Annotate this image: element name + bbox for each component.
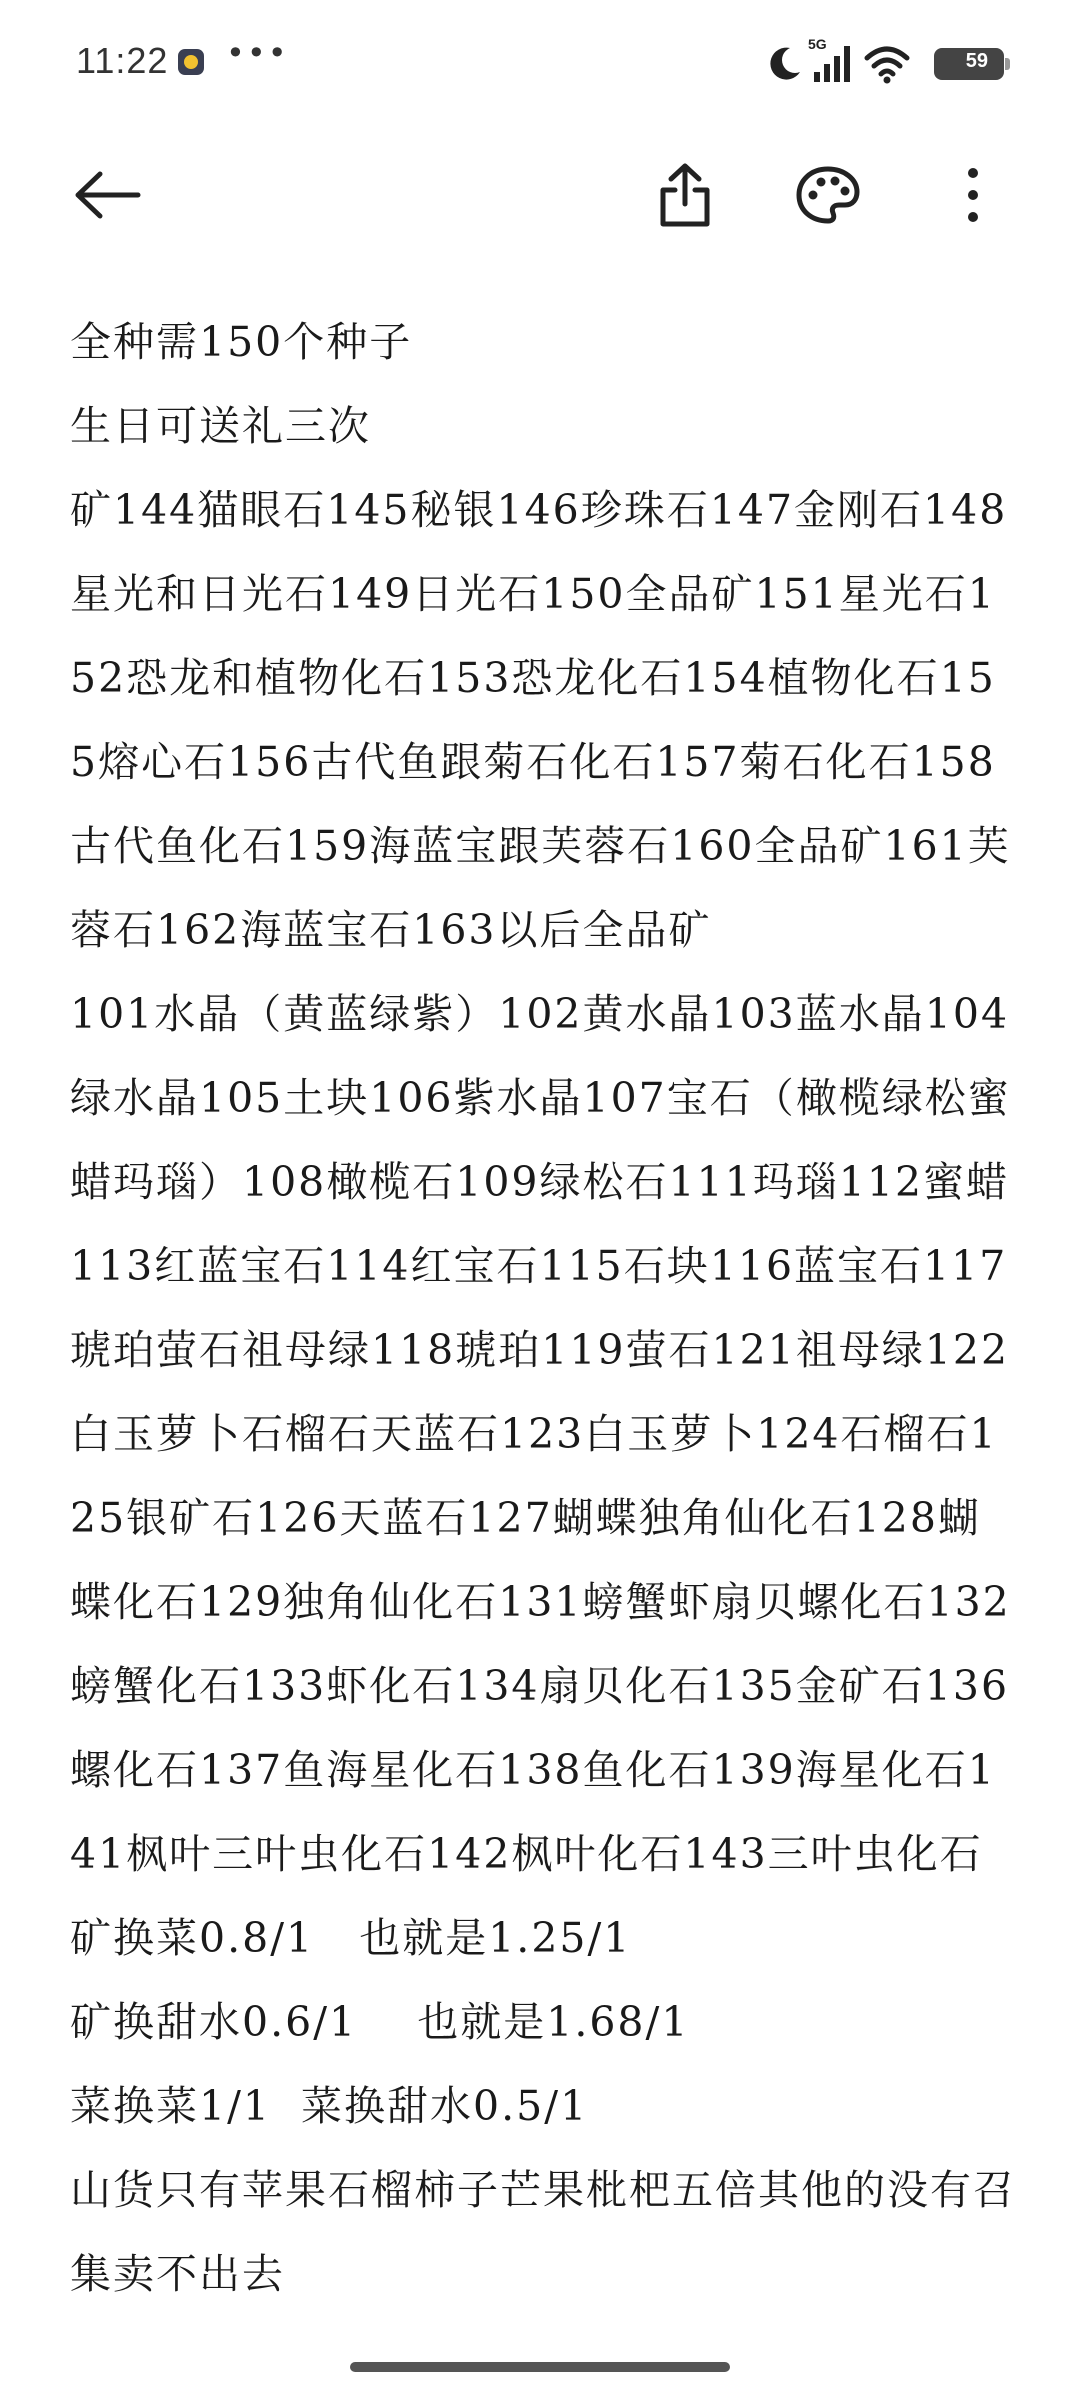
note-line: 菜换菜1/1 菜换甜水0.5/1 [70, 2082, 589, 2130]
battery-level: 59 [965, 50, 988, 72]
app-notification-icon [178, 49, 204, 75]
note-body[interactable] [70, 300, 1020, 2316]
status-right-cluster [704, 36, 1004, 92]
note-paragraph: 矿144猫眼石145秘银146珍珠石147金刚石148星光和日光石149日光石150全品矿151星光石152恐龙和植物化石153恐龙化石154植物化石155熔心石156古代鱼跟菊石化石157菊石化石158古代鱼化石159海蓝宝跟芙蓉石160全品矿161芙蓉石162海蓝宝石163以后全品矿 [70, 486, 1011, 954]
note-line: 全种需150个种子 [70, 318, 413, 366]
theme-button[interactable] [773, 140, 883, 250]
network-type-label: 5G [808, 36, 827, 52]
status-more-indicator: ••• [226, 34, 289, 72]
back-button[interactable] [52, 140, 162, 250]
moon-icon [764, 44, 804, 84]
palette-icon [795, 165, 861, 225]
note-paragraph: 山货只有苹果石榴柿子芒果枇杷五倍其他的没有召集卖不出去 [70, 2166, 1016, 2298]
more-options-button[interactable] [918, 140, 1028, 250]
note-toolbar [0, 140, 1080, 260]
wifi-icon [864, 46, 910, 84]
status-bar [0, 0, 1080, 120]
home-indicator[interactable] [350, 2362, 730, 2372]
note-line: 生日可送礼三次 [70, 402, 371, 450]
share-icon [655, 160, 715, 230]
battery-tip [1005, 58, 1010, 70]
status-time: 11:22 [76, 40, 169, 81]
signal-icon [808, 36, 854, 88]
share-button[interactable] [630, 140, 740, 250]
note-line: 矿换菜0.8/1 也就是1.25/1 [70, 1914, 632, 1962]
note-paragraph: 101水晶（黄蓝绿紫）102黄水晶103蓝水晶104绿水晶105土块106紫水晶107宝石（橄榄绿松蜜蜡玛瑙）108橄榄石109绿松石111玛瑙112蜜蜡113红蓝宝石114红宝石115石块116蓝宝石117琥珀萤石祖母绿118琥珀119萤石121祖母绿122白玉萝卜石榴石天蓝石123白玉萝卜124石榴石125银矿石126天蓝石127蝴蝶独角仙化石128蝴蝶化石129独角仙化石131螃蟹虾扇贝螺化石132螃蟹化石133虾化石134扇贝化石135金矿石136螺化石137鱼海星化石138鱼化石139海星化石141枫叶三叶虫化石142枫叶化石143三叶虫化石 [70, 990, 1011, 1878]
back-arrow-icon [72, 170, 142, 220]
more-vertical-icon [963, 165, 983, 225]
note-line: 矿换甜水0.6/1 也就是1.68/1 [70, 1998, 690, 2046]
